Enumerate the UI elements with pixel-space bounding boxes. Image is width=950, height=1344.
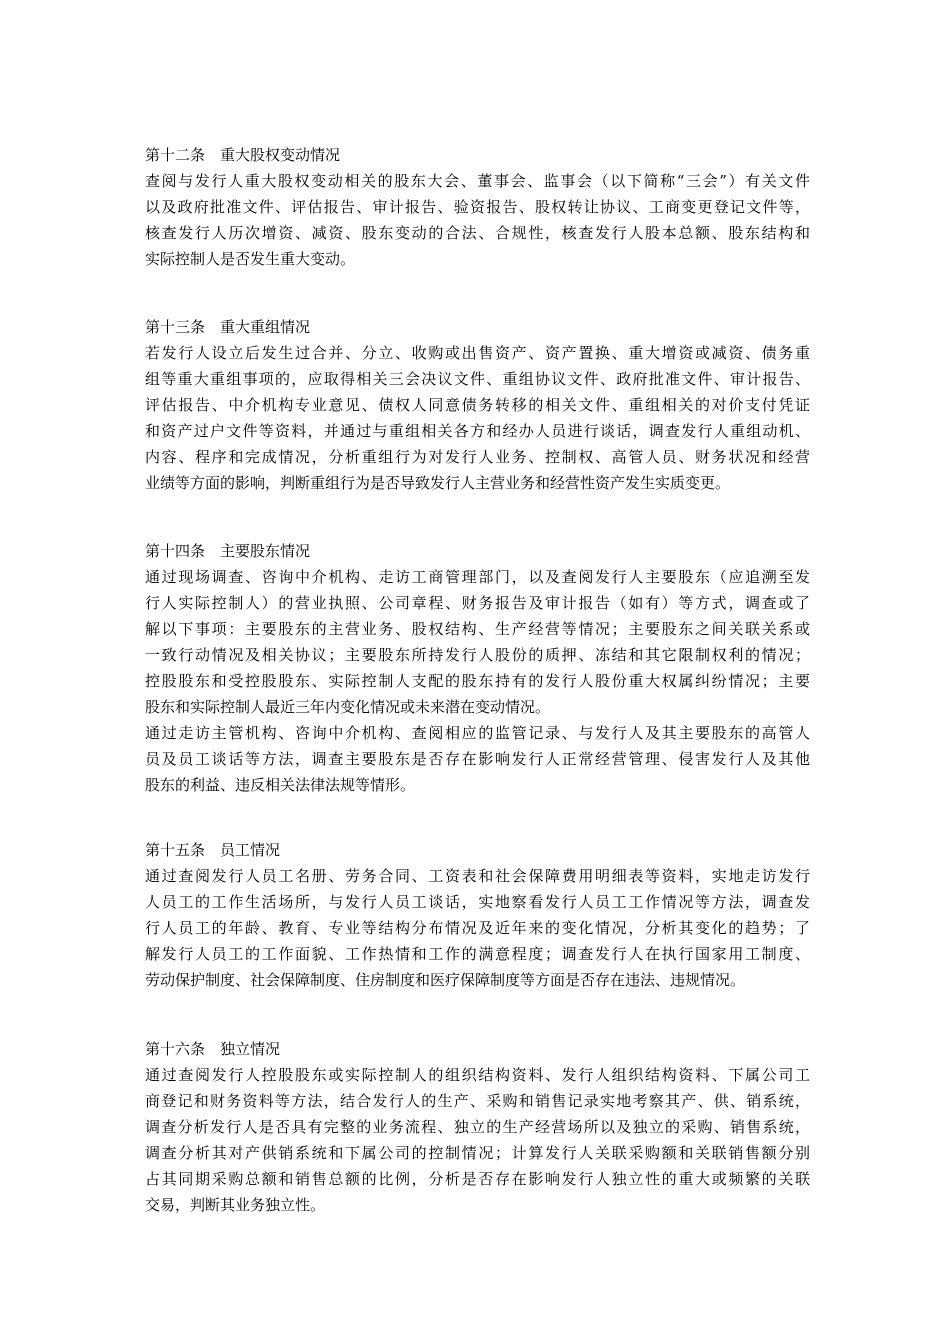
paragraph-line: 占其同期采购总额和销售总额的比例，分析是否存在影响发行人独立性的重大或频繁的关联: [145, 1170, 810, 1188]
paragraph-line: 解以下事项：主要股东的主营业务、股权结构、生产经营等情况；主要股东之间关联关系或: [145, 620, 810, 638]
paragraph-line: 股东和实际控制人最近三年内变化情况或未来潜在变动情况。: [145, 698, 551, 716]
paragraph-line: 劳动保护制度、社会保障制度、住房制度和医疗保障制度等方面是否存在违法、违规情况。: [145, 971, 746, 989]
paragraph-line: 组等重大重组事项的，应取得相关三会决议文件、重组协议文件、政府批准文件、审计报告、: [145, 370, 810, 388]
paragraph-line: 通过查阅发行人控股股东或实际控制人的组织结构资料、发行人组织结构资料、下属公司工: [145, 1066, 810, 1084]
paragraph-line: 商登记和财务资料等方法，结合发行人的生产、采购和销售记录实地考察其产、供、销系统，: [145, 1092, 810, 1110]
paragraph-line: 交易，判断其业务独立性。: [145, 1196, 326, 1214]
paragraph-line: 业绩等方面的影响，判断重组行为是否导致发行人主营业务和经营性资产发生实质变更。: [145, 474, 731, 492]
paragraph-line: 通过走访主管机构、咨询中介机构、查阅相应的监管记录、与发行人及其主要股东的高管人: [145, 724, 810, 742]
paragraph-line: 查阅与发行人重大股权变动相关的股东大会、董事会、监事会（以下简称“三会”）有关文件: [145, 172, 810, 190]
article-heading: 第十二条 重大股权变动情况: [145, 146, 341, 164]
article-13-section: [145, 314, 810, 496]
article-16-section: [145, 1036, 810, 1218]
paragraph-line: 行人实际控制人）的营业执照、公司章程、财务报告及审计报告（如有）等方式，调查或了: [145, 594, 810, 612]
paragraph-line: 通过现场调查、咨询中介机构、走访工商管理部门，以及查阅发行人主要股东（应追溯至发: [145, 568, 810, 586]
article-12-section: [145, 142, 810, 272]
paragraph-line: 若发行人设立后发生过合并、分立、收购或出售资产、资产置换、重大增资或减资、债务重: [145, 344, 810, 362]
article-15-section: [145, 837, 810, 993]
paragraph-line: 员及员工谈话等方法，调查主要股东是否存在影响发行人正常经营管理、侵害发行人及其他: [145, 750, 810, 768]
article-heading: 第十六条 独立情况: [145, 1040, 281, 1058]
paragraph-line: 实际控制人是否发生重大变动。: [145, 250, 356, 268]
paragraph-line: 调查分析发行人是否具有完整的业务流程、独立的生产经营场所以及独立的采购、销售系统，: [145, 1118, 810, 1136]
article-heading: 第十三条 重大重组情况: [145, 318, 311, 336]
paragraph-line: 调查分析其对产供销系统和下属公司的控制情况；计算发行人关联采购额和关联销售额分别: [145, 1144, 810, 1162]
paragraph-line: 以及政府批准文件、评估报告、审计报告、验资报告、股权转让协议、工商变更登记文件等，: [145, 198, 810, 216]
paragraph-line: 行人员工的年龄、教育、专业等结构分布情况及近年来的变化情况，分析其变化的趋势；了: [145, 919, 810, 937]
article-heading: 第十四条 主要股东情况: [145, 542, 311, 560]
paragraph-line: 和资产过户文件等资料，并通过与重组相关各方和经办人员进行谈话，调查发行人重组动机、: [145, 422, 810, 440]
article-14-section: [145, 538, 810, 798]
paragraph-line: 一致行动情况及相关协议；主要股东所持发行人股份的质押、冻结和其它限制权利的情况；: [145, 646, 810, 664]
paragraph-line: 通过查阅发行人员工名册、劳务合同、工资表和社会保障费用明细表等资料，实地走访发行: [145, 867, 810, 885]
article-heading: 第十五条 员工情况: [145, 841, 281, 859]
paragraph-line: 核查发行人历次增资、减资、股东变动的合法、合规性，核查发行人股本总额、股东结构和: [145, 224, 810, 242]
paragraph-line: 股东的利益、违反相关法律法规等情形。: [145, 776, 416, 794]
paragraph-line: 解发行人员工的工作面貌、工作热情和工作的满意程度；调查发行人在执行国家用工制度、: [145, 945, 810, 963]
paragraph-line: 评估报告、中介机构专业意见、债权人同意债务转移的相关文件、重组相关的对价支付凭证: [145, 396, 810, 414]
paragraph-line: 控股股东和受控股股东、实际控制人支配的股东持有的发行人股份重大权属纠纷情况；主要: [145, 672, 810, 690]
paragraph-line: 内容、程序和完成情况，分析重组行为对发行人业务、控制权、高管人员、财务状况和经营: [145, 448, 810, 466]
paragraph-line: 人员工的工作生活场所，与发行人员工谈话，实地察看发行人员工工作情况等方法，调查发: [145, 893, 810, 911]
